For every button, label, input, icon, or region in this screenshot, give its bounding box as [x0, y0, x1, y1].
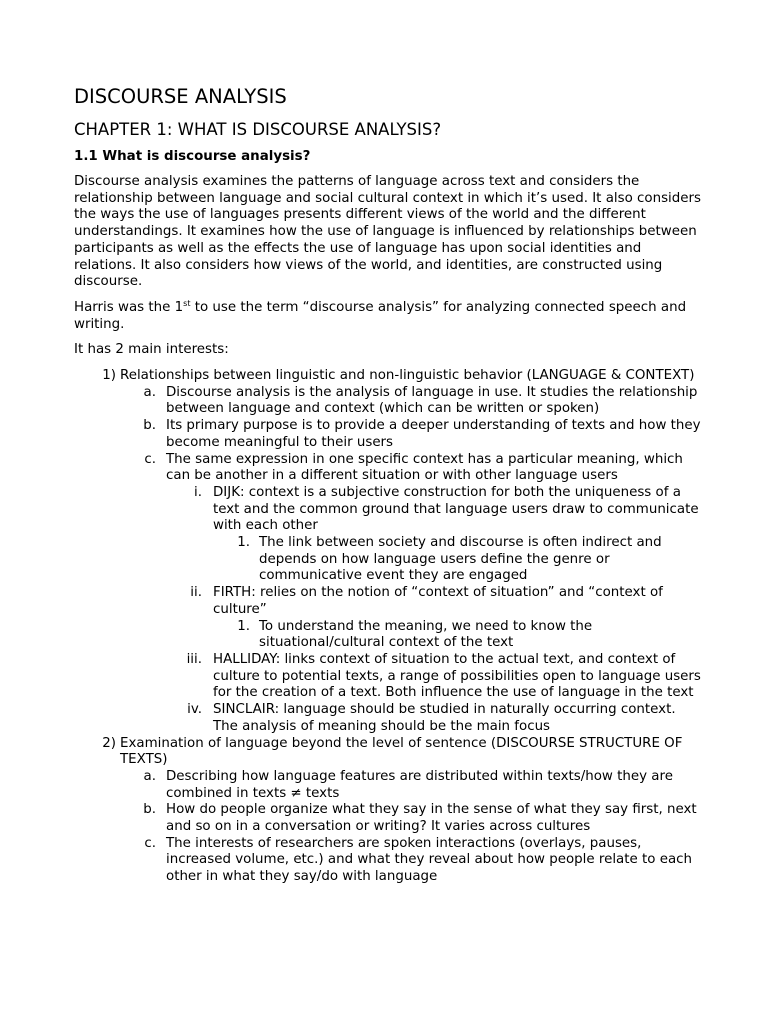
list-item-1c-iii	[74, 652, 704, 702]
list-item-text: The interests of researchers are spoken interactions (overlays, pauses, increased volume, etc.) and what they reveal about how people relate to each other in what they say/do with language	[166, 835, 692, 885]
list-item-1a	[74, 385, 704, 418]
list-marker: b.	[143, 418, 156, 434]
list-item-1c-i	[74, 485, 704, 535]
list-marker: i.	[194, 484, 202, 500]
list-item-text: Relationships between linguistic and non-linguistic behavior (LANGUAGE & CONTEXT)	[120, 368, 695, 384]
list-marker: 1.	[237, 535, 250, 551]
list-item-1c-i-1	[74, 535, 704, 585]
list-item-text: Describing how language features are distributed within texts/how they are combined in texts ≠ texts	[166, 768, 673, 801]
list-item-text: SINCLAIR: language should be studied in naturally occurring context. The analysis of meaning should be the main focus	[213, 702, 676, 734]
interests-paragraph: It has 2 main interests:	[74, 342, 229, 358]
list-item-1	[74, 368, 704, 385]
list-marker: a.	[143, 384, 156, 400]
list-item-1c-iv	[74, 702, 704, 735]
list-item-text: Discourse analysis is the analysis of language in use. It studies the relationship between language and context (which can be written or spoken)	[166, 384, 698, 417]
harris-text-end: to use the term “discourse analysis” for analyzing connected speech and writing.	[74, 299, 687, 332]
list-item-text: DIJK: context is a subjective construction for both the uniqueness of a text and the common ground that language users draw to communicate with each other	[213, 484, 699, 534]
list-marker: 2)	[102, 735, 116, 751]
list-item-text: FIRTH: relies on the notion of “context of situation” and “context of culture”	[213, 585, 663, 617]
list-marker: a.	[143, 768, 156, 784]
ordinal-superscript: st	[183, 298, 191, 308]
section-heading: 1.1 What is discourse analysis?	[74, 149, 311, 164]
list-item-text: Its primary purpose is to provide a deeper understanding of texts and how they become meaningful to their users	[166, 418, 701, 450]
chapter-heading: CHAPTER 1: WHAT IS DISCOURSE ANALYSIS?	[74, 120, 442, 139]
intro-paragraph: Discourse analysis examines the patterns of language across text and considers the relationship between language and social cultural context in which it’s used. It also considers the ways the use of languages presents different views of the world and the different understandings. It examines how the use of language is influenced by relationships between participants as well as the effects the use of language has upon social identities and relations. It also considers how views of the world, and identities, are constructed using discourse.	[74, 174, 701, 290]
list-marker: ii.	[190, 585, 202, 601]
document-title: DISCOURSE ANALYSIS	[74, 85, 287, 108]
list-marker: b.	[143, 802, 156, 818]
list-item-text: To understand the meaning, we need to know the situational/cultural context of the text	[259, 618, 593, 651]
list-marker: 1.	[237, 618, 250, 634]
list-item-2a	[74, 769, 704, 802]
list-marker: c.	[144, 835, 156, 851]
list-marker: 1)	[102, 368, 116, 384]
list-item-text: How do people organize what they say in the sense of what they say first, next and so on in a conversation or writing? It varies across cultures	[166, 802, 697, 835]
list-item-1c	[74, 452, 704, 485]
list-item-text: The same expression in one specific context has a particular meaning, which can be another in a different situation or with other language users	[166, 451, 683, 484]
list-marker: iii.	[186, 651, 202, 667]
list-item-text: HALLIDAY: links context of situation to the actual text, and context of culture to potential texts, a range of possibilities open to language users for the creation of a text. Both influence the use of language in the text	[213, 651, 701, 701]
list-item-1c-ii-1	[74, 619, 704, 652]
list-item-text: Examination of language beyond the level of sentence (DISCOURSE STRUCTURE OF TEXTS)	[120, 735, 683, 768]
list-item-1b	[74, 418, 704, 451]
document-page	[74, 84, 704, 886]
harris-paragraph	[74, 300, 704, 333]
list-item-text: The link between society and discourse is often indirect and depends on how language users define the genre or communicative event they are engaged	[259, 535, 662, 584]
list-item-1c-ii	[74, 585, 704, 618]
list-item-2c	[74, 836, 704, 886]
harris-text-start: Harris was the 1	[74, 299, 184, 315]
list-marker: c.	[144, 451, 156, 467]
list-marker: iv.	[187, 702, 202, 718]
list-item-2b	[74, 802, 704, 835]
list-item-2	[74, 736, 704, 769]
